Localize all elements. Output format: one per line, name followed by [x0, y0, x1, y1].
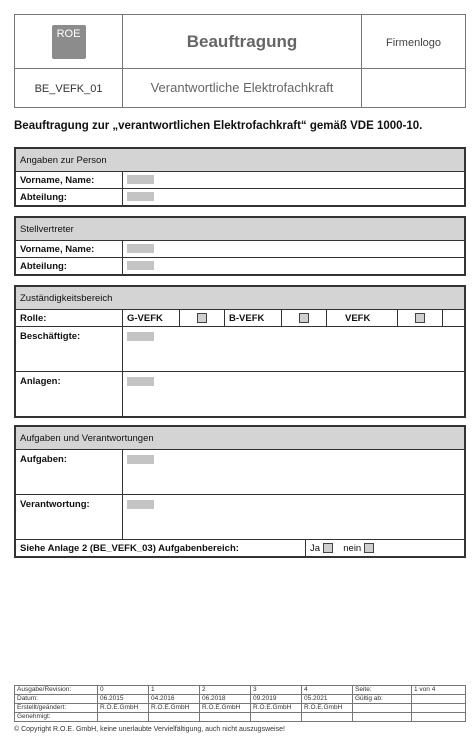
author-cell: R.O.E.GmbH	[251, 704, 302, 713]
date-row	[15, 695, 466, 704]
copyright-notice: © Copyright R.O.E. GmbH, keine unerlaubte Vervielfältigung, auch nicht auszugsweise!	[14, 726, 285, 733]
approved-cell	[98, 713, 149, 722]
company-logo-placeholder: Firmenlogo	[385, 36, 442, 49]
author-cell: R.O.E.GmbH	[98, 704, 149, 713]
scope-section	[14, 285, 466, 418]
approved-cell	[251, 713, 302, 722]
author-extra	[353, 704, 412, 713]
tasks-field[interactable]	[123, 450, 465, 495]
document-subtitle: Verantwortliche Elektrofachkraft	[150, 80, 334, 95]
revision-table	[14, 685, 466, 722]
person-section	[14, 147, 466, 207]
document-id: BE_VEFK_01	[34, 83, 103, 95]
page-label: Seite:	[353, 686, 412, 695]
date-label: Datum:	[15, 695, 98, 704]
responsibility-label: Verantwortung:	[16, 495, 123, 540]
doc-id-cell	[15, 69, 123, 108]
author-label: Erstellt/geändert:	[15, 704, 98, 713]
doc-subtitle-cell	[123, 69, 362, 108]
document-header	[14, 14, 466, 108]
annex-reference: Siehe Anlage 2 (BE_VEFK_03) Aufgabenbereich:	[16, 540, 306, 557]
deputy-dept-label: Abteilung:	[16, 258, 123, 275]
facilities-label: Anlagen:	[16, 372, 123, 417]
date-cell: 06.2018	[200, 695, 251, 704]
role-g-vefk-checkbox[interactable]	[180, 310, 225, 327]
title-cell	[123, 15, 362, 69]
approved-label: Genehmigt:	[15, 713, 98, 722]
scope-section-title: Zuständigkeitsbereich	[16, 287, 465, 310]
duties-section-title: Aufgaben und Verantwortungen	[16, 427, 465, 450]
date-cell: 06.2015	[98, 695, 149, 704]
person-dept-field[interactable]	[123, 189, 465, 206]
deputy-name-label: Vorname, Name:	[16, 241, 123, 258]
approved-cell	[200, 713, 251, 722]
date-cell: 04.2016	[149, 695, 200, 704]
employees-label: Beschäftigte:	[16, 327, 123, 372]
date-cell: 05.2021	[302, 695, 353, 704]
empty-header-cell	[362, 69, 466, 108]
role-vefk-label: VEFK	[327, 310, 398, 327]
assignment-heading: Beauftragung zur „verantwortlichen Elektrofachkraft“ gemäß VDE 1000-10.	[14, 120, 423, 132]
author-row	[15, 704, 466, 713]
role-label: Rolle:	[16, 310, 123, 327]
person-name-label: Vorname, Name:	[16, 172, 123, 189]
revision-cell: 2	[200, 686, 251, 695]
valid-from-label: Gültig ab:	[353, 695, 412, 704]
role-vefk-checkbox[interactable]	[398, 310, 443, 327]
author-cell: R.O.E.GmbH	[200, 704, 251, 713]
duties-section	[14, 425, 466, 558]
revision-cell: 1	[149, 686, 200, 695]
annex-yes-label: Ja	[310, 542, 321, 554]
revision-cell: 4	[302, 686, 353, 695]
approved-extra	[353, 713, 412, 722]
deputy-section	[14, 216, 466, 276]
person-dept-label: Abteilung:	[16, 189, 123, 206]
approved-row	[15, 713, 466, 722]
tasks-label: Aufgaben:	[16, 450, 123, 495]
revision-cell: 0	[98, 686, 149, 695]
person-name-field[interactable]	[123, 172, 465, 189]
facilities-field[interactable]	[123, 372, 465, 417]
role-g-vefk-label: G-VEFK	[123, 310, 180, 327]
deputy-dept-field[interactable]	[123, 258, 465, 275]
deputy-section-title: Stellvertreter	[16, 218, 465, 241]
role-b-vefk-label: B-VEFK	[225, 310, 282, 327]
annex-no-checkbox[interactable]	[364, 543, 374, 553]
role-b-vefk-checkbox[interactable]	[282, 310, 327, 327]
annex-no-label: nein	[343, 542, 362, 554]
revision-label: Ausgabe/Revision:	[15, 686, 98, 695]
person-section-title: Angaben zur Person	[16, 149, 465, 172]
employees-field[interactable]	[123, 327, 465, 372]
date-cell: 09.2019	[251, 695, 302, 704]
author-cell: R.O.E.GmbH	[302, 704, 353, 713]
valid-from-value	[412, 695, 466, 704]
page-value: 1 von 4	[412, 686, 466, 695]
company-logo-cell	[362, 15, 466, 69]
author-extra	[412, 704, 466, 713]
roe-logo-cell	[15, 15, 123, 69]
responsibility-field[interactable]	[123, 495, 465, 540]
roe-logo: ROE	[52, 25, 86, 59]
document-title: Beauftragung	[186, 31, 298, 51]
annex-yes-checkbox[interactable]	[323, 543, 333, 553]
revision-row	[15, 686, 466, 695]
author-cell: R.O.E.GmbH	[149, 704, 200, 713]
approved-cell	[149, 713, 200, 722]
approved-extra	[412, 713, 466, 722]
approved-cell	[302, 713, 353, 722]
role-empty-cell	[443, 310, 465, 327]
revision-cell: 3	[251, 686, 302, 695]
deputy-name-field[interactable]	[123, 241, 465, 258]
annex-choice-cell	[306, 540, 465, 557]
